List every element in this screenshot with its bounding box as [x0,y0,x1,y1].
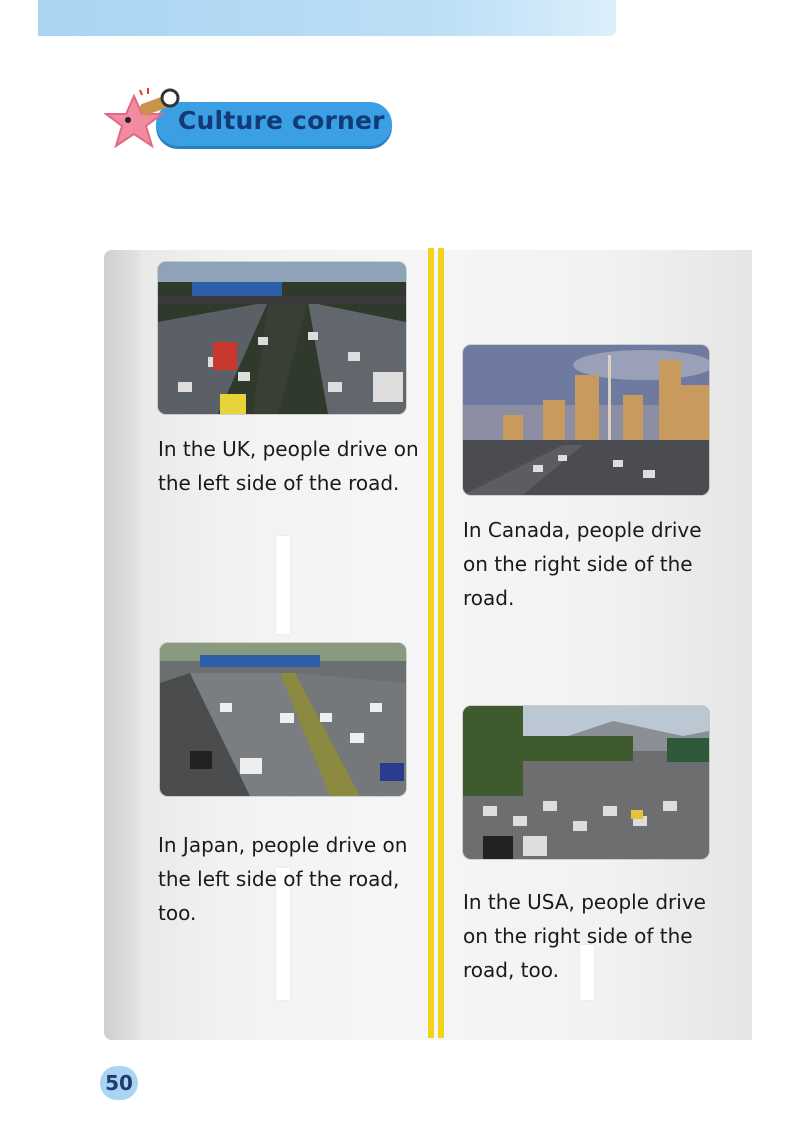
center-line-right [438,248,444,1038]
road-edge [104,250,140,1040]
caption-line: In the UK, people drive on [158,437,419,461]
photo-uk-motorway [158,262,406,414]
page-title: Culture corner [178,106,385,135]
caption-uk [158,432,419,500]
page-number: 50 [100,1066,138,1100]
caption-line: In the USA, people drive [463,890,706,914]
caption-canada [463,513,702,615]
caption-line: road. [463,586,515,610]
photo-japan-expressway [160,643,406,796]
caption-line: too. [158,901,197,925]
caption-line: the left side of the road, [158,867,400,891]
top-banner [38,0,616,36]
caption-usa [463,885,706,987]
caption-line: In Canada, people drive [463,518,702,542]
caption-line: on the right side of the [463,552,693,576]
caption-line: on the right side of the [463,924,693,948]
caption-japan [158,828,407,930]
center-line-left [428,248,434,1038]
starfish-telescope-icon [104,86,184,156]
caption-line: the left side of the road. [158,471,400,495]
road-dash [276,536,290,634]
caption-line: In Japan, people drive on [158,833,408,857]
photo-usa-freeway [463,706,709,859]
section-header [104,86,394,156]
caption-line: road, too. [463,958,560,982]
photo-canada-highway [463,345,709,495]
